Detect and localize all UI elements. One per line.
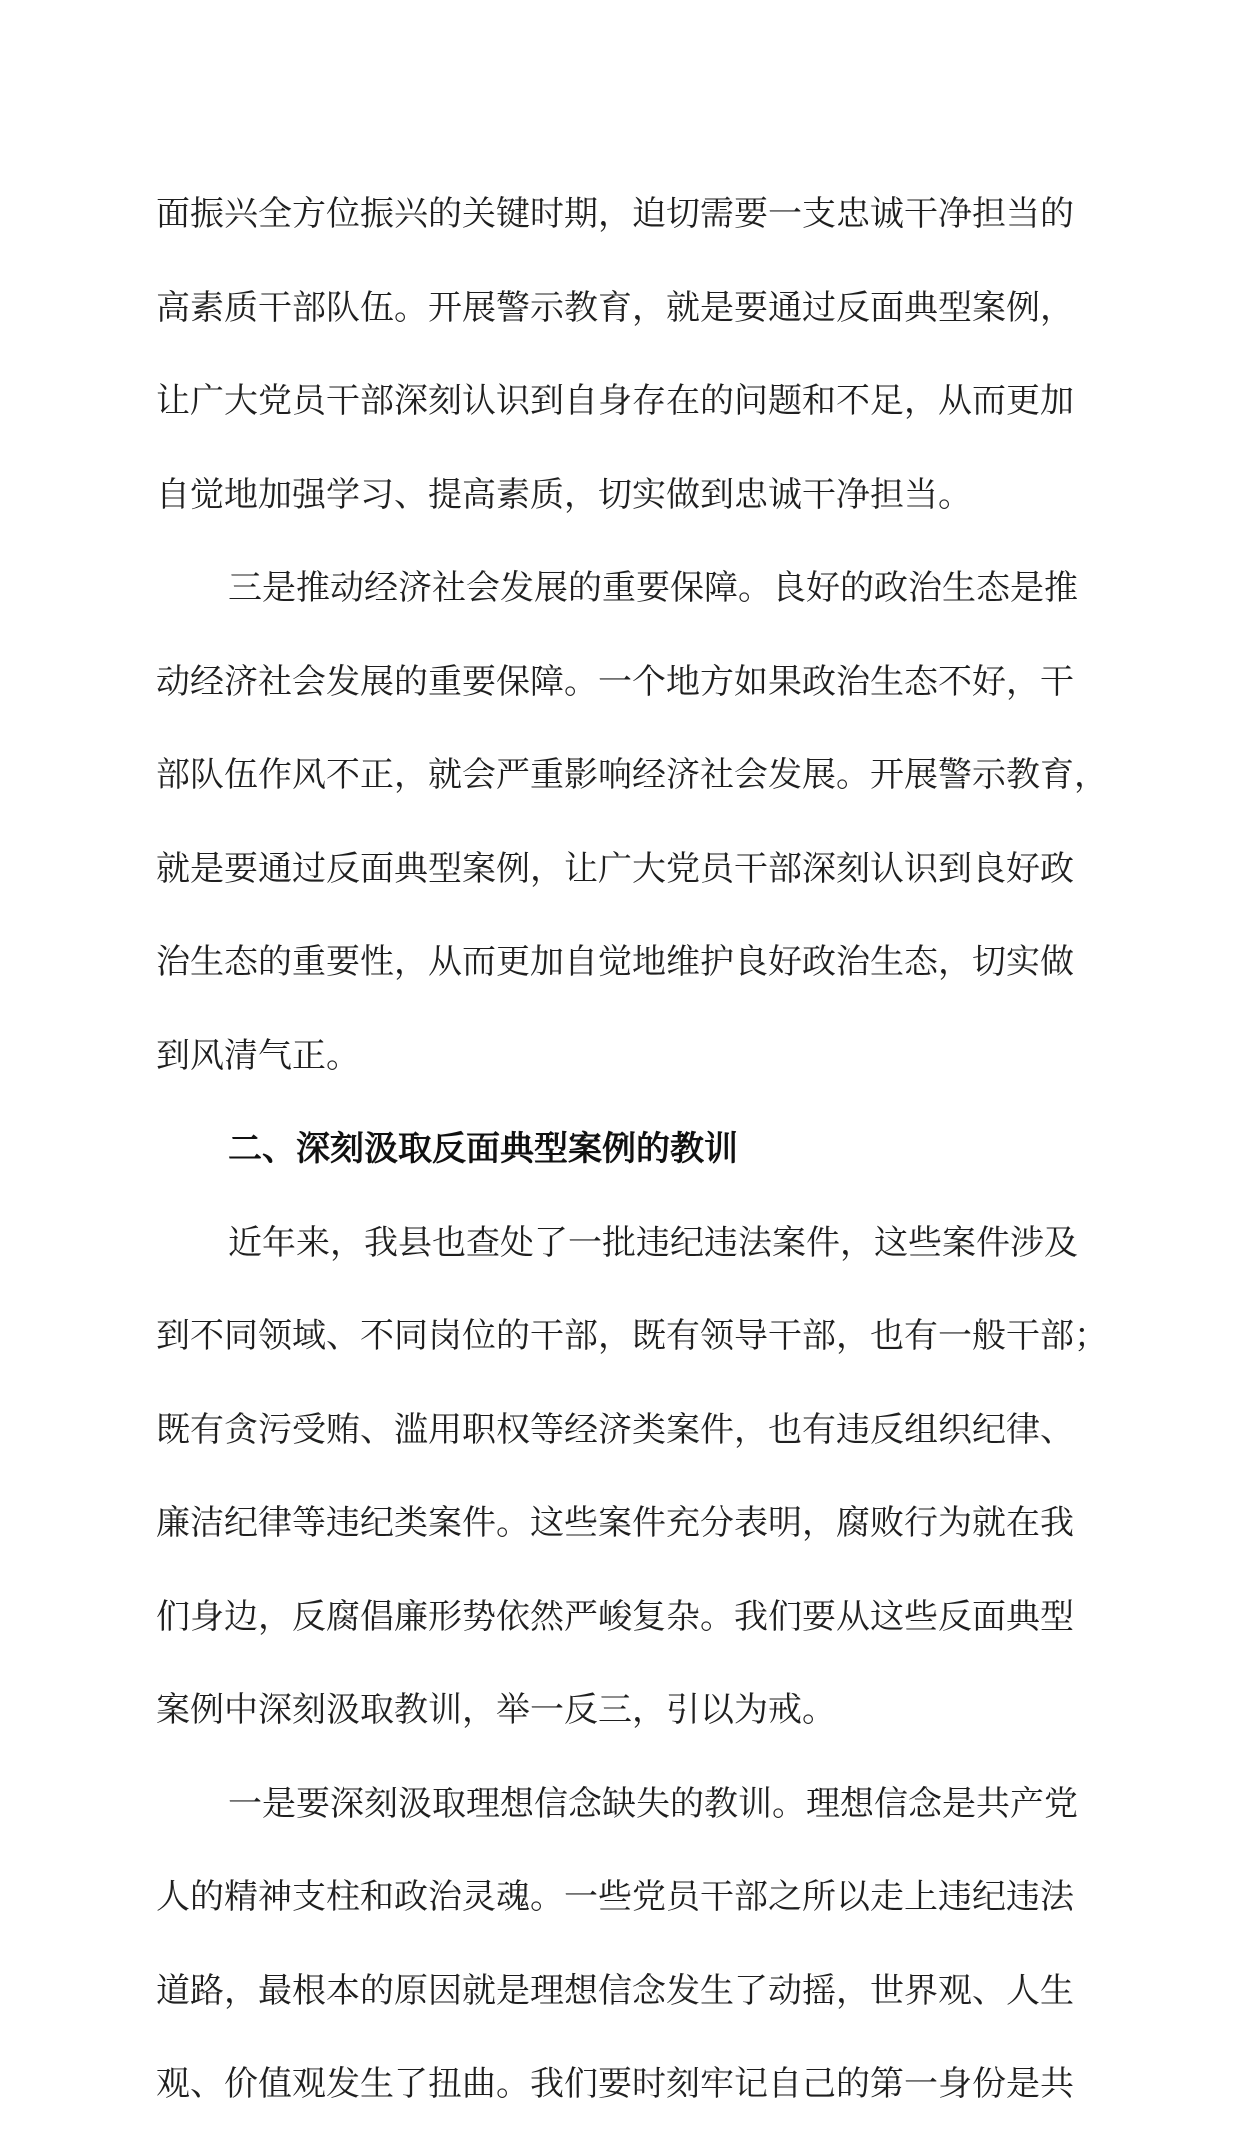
paragraph-first-line: 三是推动经济社会发展的重要保障。良好的政治生态是推 xyxy=(228,568,1078,608)
document-body xyxy=(156,168,1108,2132)
text-line: 部队伍作风不正，就会严重影响经济社会发展。开展警示教育， xyxy=(156,755,1108,795)
text-line: 们身边，反腐倡廉形势依然严峻复杂。我们要从这些反面典型 xyxy=(156,1596,1074,1637)
text-line: 到不同领域、不同岗位的干部，既有领导干部，也有一般干部； xyxy=(156,1316,1108,1356)
text-line: 面振兴全方位振兴的关键时期，迫切需要一支忠诚干净担当的 xyxy=(156,194,1074,234)
text-line: 高素质干部队伍。开展警示教育，就是要通过反面典型案例， xyxy=(156,287,1074,328)
text-line: 动经济社会发展的重要保障。一个地方如果政治生态不好，干 xyxy=(156,661,1074,702)
text-line: 人的精神支柱和政治灵魂。一些党员干部之所以走上违纪违法 xyxy=(156,1877,1074,1917)
text-line: 道路，最根本的原因就是理想信念发生了动摇，世界观、人生 xyxy=(156,1970,1074,2011)
text-line: 既有贪污受贿、滥用职权等经济类案件，也有违反组织纪律、 xyxy=(156,1409,1074,1450)
paragraph-first-line: 近年来，我县也查处了一批违纪违法案件，这些案件涉及 xyxy=(228,1222,1078,1263)
section-heading: 二、深刻汲取反面典型案例的教训 xyxy=(228,1129,738,1169)
text-line: 案例中深刻汲取教训，举一反三，引以为戒。 xyxy=(156,1690,836,1730)
text-line: 廉洁纪律等违纪类案件。这些案件充分表明，腐败行为就在我 xyxy=(156,1503,1074,1543)
text-line: 治生态的重要性，从而更加自觉地维护良好政治生态，切实做 xyxy=(156,942,1074,982)
text-line: 就是要通过反面典型案例，让广大党员干部深刻认识到良好政 xyxy=(156,848,1074,889)
text-line: 让广大党员干部深刻认识到自身存在的问题和不足，从而更加 xyxy=(156,381,1074,421)
text-line: 自觉地加强学习、提高素质，切实做到忠诚干净担当。 xyxy=(156,474,972,515)
paragraph-first-line: 一是要深刻汲取理想信念缺失的教训。理想信念是共产党 xyxy=(228,1783,1078,1824)
text-line: 观、价值观发生了扭曲。我们要时刻牢记自己的第一身份是共 xyxy=(156,2064,1074,2104)
text-line: 到风清气正。 xyxy=(156,1035,360,1076)
